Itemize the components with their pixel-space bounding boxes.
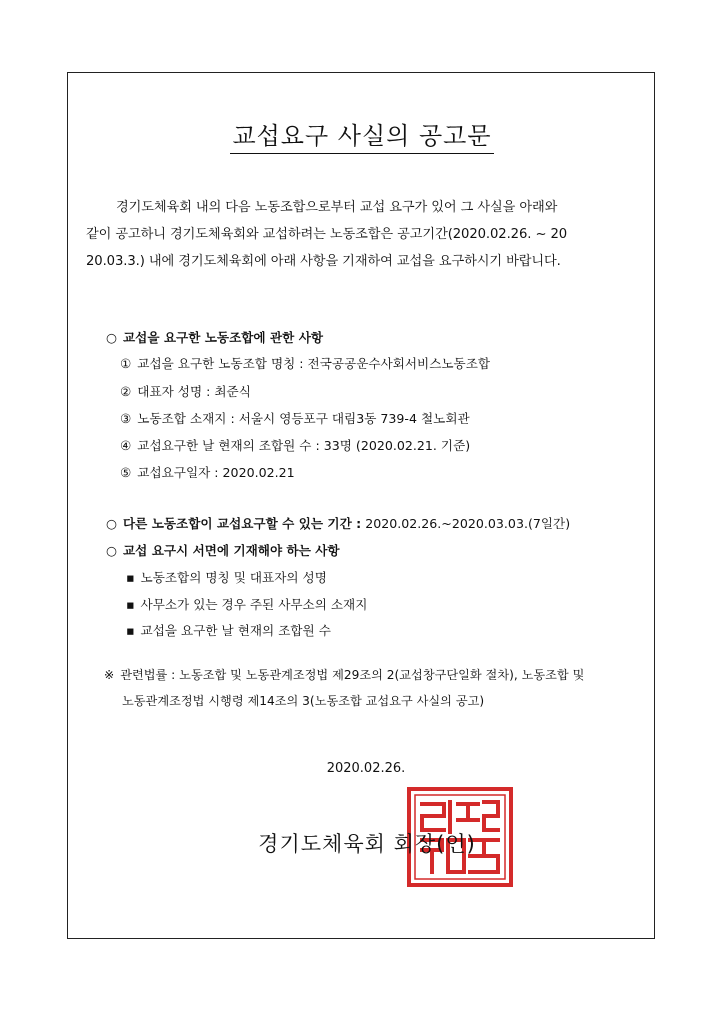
- signature-line: 경기도체육회 회장(인): [258, 832, 476, 856]
- circle-bullet-icon: ○: [106, 516, 117, 531]
- circled-number-1-icon: ①: [120, 356, 132, 371]
- section1-item: ① 교섭을 요구한 노동조합 명칭 : 전국공공운수사회서비스노동조합: [120, 356, 491, 371]
- circle-bullet-icon: ○: [106, 330, 117, 345]
- square-bullet-icon: ▪: [126, 570, 135, 585]
- law-note-line-2: 노동관계조정법 시행령 제14조의 3(노동조합 교섭요구 사실의 공고): [122, 694, 485, 708]
- section3-heading: ○ 교섭 요구시 서면에 기재해야 하는 사항: [106, 543, 340, 558]
- circled-number-5-icon: ⑤: [120, 465, 132, 480]
- law-note-line-1: ※ 관련법률 : 노동조합 및 노동관계조정법 제29조의 2(교섭창구단일화 절차), 노동조합 및: [104, 668, 585, 682]
- section3-item: ▪ 교섭을 요구한 날 현재의 조합원 수: [126, 623, 331, 638]
- circled-number-2-icon: ②: [120, 384, 132, 399]
- square-bullet-icon: ▪: [126, 623, 135, 638]
- application-period: 2020.02.26.~2020.03.03.(7일간): [365, 516, 571, 531]
- section3-item: ▪ 노동조합의 명칭 및 대표자의 성명: [126, 570, 327, 585]
- notice-date: 2020.02.26.: [326, 761, 406, 776]
- section3-item: ▪ 사무소가 있는 경우 주된 사무소의 소재지: [126, 597, 368, 612]
- circle-bullet-icon: ○: [106, 543, 117, 558]
- section1-heading: ○ 교섭을 요구한 노동조합에 관한 사항: [106, 330, 324, 345]
- section1-item: ⑤ 교섭요구일자 : 2020.02.21: [120, 465, 295, 480]
- intro-line-3: 20.03.3.) 내에 경기도체육회에 아래 사항을 기재하여 교섭을 요구하시기 바랍니다.: [86, 254, 561, 269]
- circled-number-3-icon: ③: [120, 411, 132, 426]
- square-bullet-icon: ▪: [126, 597, 135, 612]
- reference-mark-icon: ※: [104, 668, 115, 682]
- intro-line-1: 경기도체육회 내의 다음 노동조합으로부터 교섭 요구가 있어 그 사실을 아래와: [116, 200, 558, 215]
- section1-item: ④ 교섭요구한 날 현재의 조합원 수 : 33명 (2020.02.21. 기준): [120, 438, 471, 453]
- section1-item: ② 대표자 성명 : 최준식: [120, 384, 251, 399]
- circled-number-4-icon: ④: [120, 438, 132, 453]
- intro-line-2: 같이 공고하니 경기도체육회와 교섭하려는 노동조합은 공고기간(2020.02.26. ~ 20: [86, 227, 568, 242]
- section2-line: ○ 다른 노동조합이 교섭요구할 수 있는 기간 : 2020.02.26.~2020.03.03.(7일간): [106, 516, 571, 531]
- notice-title: 교섭요구 사실의 공고문: [0, 116, 724, 151]
- section1-item: ③ 노동조합 소재지 : 서울시 영등포구 대림3동 739-4 철노회관: [120, 411, 470, 426]
